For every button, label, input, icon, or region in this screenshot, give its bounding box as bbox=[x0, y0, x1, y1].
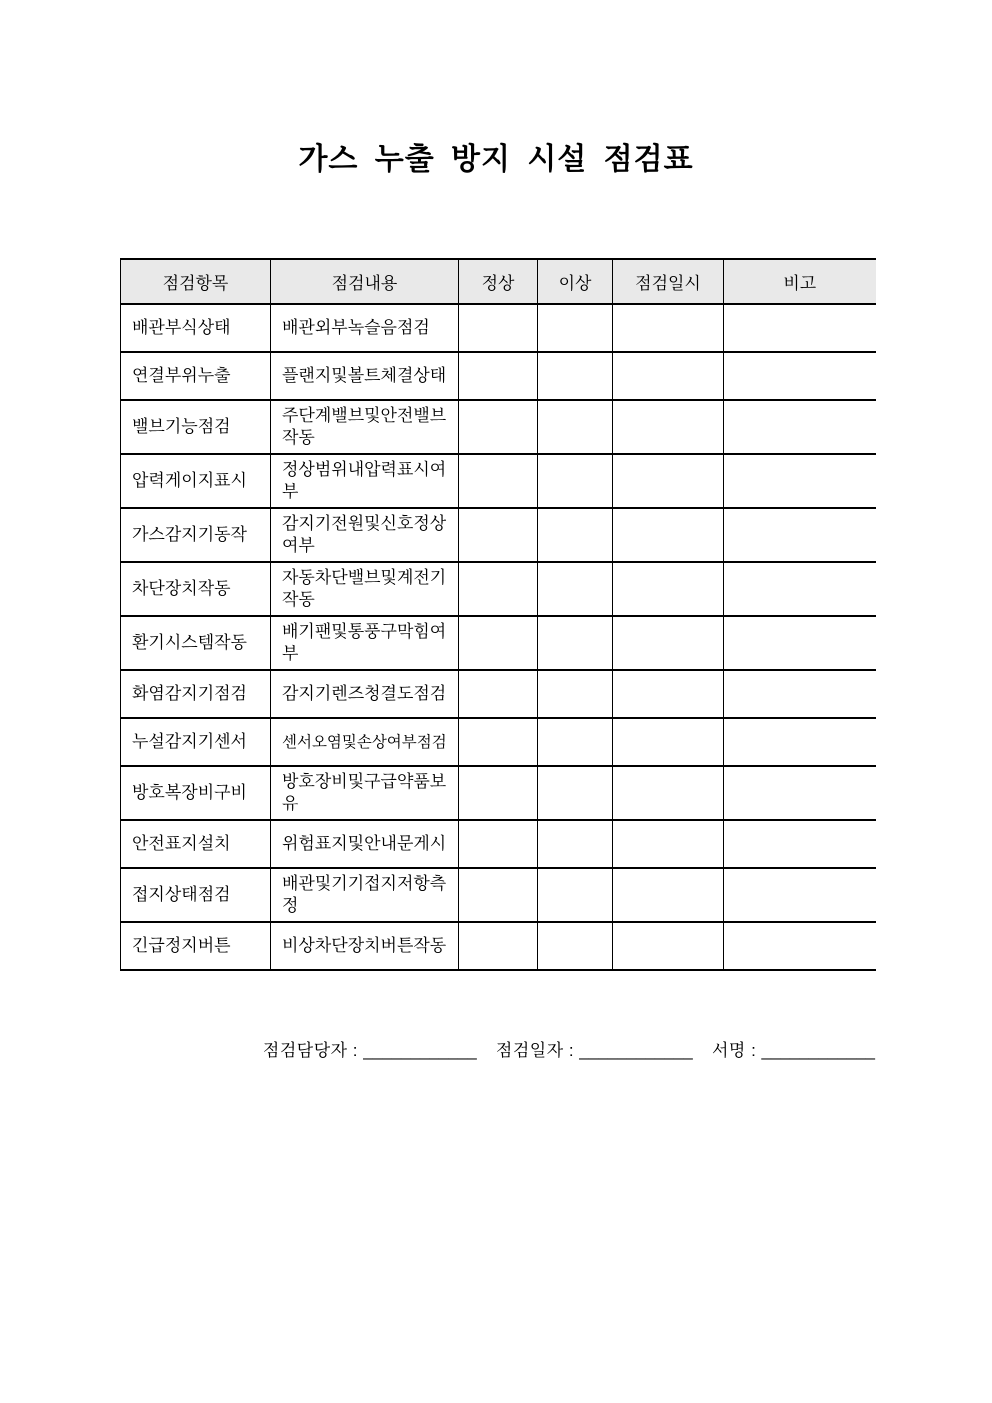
item-cell: 누설감지기센서 bbox=[121, 718, 271, 766]
table-row bbox=[121, 718, 876, 766]
footer-date-blank: ____________ bbox=[579, 1041, 693, 1060]
item-cell: 밸브기능점검 bbox=[121, 400, 271, 454]
item-cell: 연결부위누출 bbox=[121, 352, 271, 400]
item-cell: 방호복장비구비 bbox=[121, 766, 271, 820]
abnormal-cell bbox=[538, 508, 613, 562]
abnormal-cell bbox=[538, 400, 613, 454]
table-row bbox=[121, 508, 876, 562]
datetime-cell bbox=[613, 670, 724, 718]
note-cell bbox=[724, 400, 876, 454]
item-cell: 안전표지설치 bbox=[121, 820, 271, 868]
normal-cell bbox=[459, 352, 538, 400]
content-cell: 방호장비및구급약품보유 bbox=[271, 766, 459, 820]
item-cell: 배관부식상태 bbox=[121, 304, 271, 352]
normal-cell bbox=[459, 718, 538, 766]
header-cell-abnormal: 이상 bbox=[538, 259, 613, 304]
content-cell: 자동차단밸브및계전기작동 bbox=[271, 562, 459, 616]
normal-cell bbox=[459, 868, 538, 922]
table-row bbox=[121, 616, 876, 670]
table-row bbox=[121, 352, 876, 400]
header-cell-note: 비고 bbox=[724, 259, 876, 304]
table-header-row bbox=[121, 259, 876, 304]
normal-cell bbox=[459, 820, 538, 868]
item-cell: 긴급정지버튼 bbox=[121, 922, 271, 970]
datetime-cell bbox=[613, 352, 724, 400]
table-row bbox=[121, 304, 876, 352]
footer-sign-blank: ____________ bbox=[761, 1041, 875, 1060]
datetime-cell bbox=[613, 562, 724, 616]
content-cell: 주단계밸브및안전밸브작동 bbox=[271, 400, 459, 454]
note-cell bbox=[724, 868, 876, 922]
footer-date-group bbox=[496, 1041, 693, 1060]
table-row bbox=[121, 454, 876, 508]
content-cell: 배관및기기접지저항측정 bbox=[271, 868, 459, 922]
content-cell: 플랜지및볼트체결상태 bbox=[271, 352, 459, 400]
item-cell: 압력게이지표시 bbox=[121, 454, 271, 508]
abnormal-cell bbox=[538, 868, 613, 922]
note-cell bbox=[724, 766, 876, 820]
content-cell: 배기팬및통풍구막힘여부 bbox=[271, 616, 459, 670]
datetime-cell bbox=[613, 454, 724, 508]
datetime-cell bbox=[613, 508, 724, 562]
note-cell bbox=[724, 562, 876, 616]
footer-date-label: 점검일자 : bbox=[495, 1041, 575, 1060]
abnormal-cell bbox=[538, 820, 613, 868]
header-cell-item: 점검항목 bbox=[121, 259, 271, 304]
footer-inspector-group bbox=[263, 1041, 477, 1060]
note-cell bbox=[724, 454, 876, 508]
datetime-cell bbox=[613, 718, 724, 766]
abnormal-cell bbox=[538, 922, 613, 970]
normal-cell bbox=[459, 616, 538, 670]
abnormal-cell bbox=[538, 616, 613, 670]
normal-cell bbox=[459, 562, 538, 616]
abnormal-cell bbox=[538, 766, 613, 820]
item-cell: 차단장치작동 bbox=[121, 562, 271, 616]
datetime-cell bbox=[613, 820, 724, 868]
footer-inspector-label: 점검담당자 : bbox=[262, 1041, 358, 1060]
note-cell bbox=[724, 616, 876, 670]
footer-inspector-blank: ____________ bbox=[363, 1041, 477, 1060]
datetime-cell bbox=[613, 304, 724, 352]
footer-sign-group bbox=[712, 1041, 875, 1060]
normal-cell bbox=[459, 508, 538, 562]
note-cell bbox=[724, 922, 876, 970]
table-row bbox=[121, 820, 876, 868]
content-cell: 감지기전원및신호정상여부 bbox=[271, 508, 459, 562]
datetime-cell bbox=[613, 922, 724, 970]
datetime-cell bbox=[613, 616, 724, 670]
content-cell: 정상범위내압력표시여부 bbox=[271, 454, 459, 508]
abnormal-cell bbox=[538, 454, 613, 508]
normal-cell bbox=[459, 670, 538, 718]
note-cell bbox=[724, 508, 876, 562]
item-cell: 화염감지기점검 bbox=[121, 670, 271, 718]
content-cell: 위험표지및안내문게시 bbox=[271, 820, 459, 868]
note-cell bbox=[724, 352, 876, 400]
footer-sign-label: 서명 : bbox=[712, 1041, 757, 1060]
normal-cell bbox=[459, 766, 538, 820]
abnormal-cell bbox=[538, 670, 613, 718]
content-cell: 센서오염및손상여부점검 bbox=[271, 718, 459, 766]
content-cell: 배관외부녹슬음점검 bbox=[271, 304, 459, 352]
table-row bbox=[121, 922, 876, 970]
abnormal-cell bbox=[538, 718, 613, 766]
table-row bbox=[121, 868, 876, 922]
inspection-table bbox=[120, 258, 876, 971]
header-cell-content: 점검내용 bbox=[271, 259, 459, 304]
inspection-table-body bbox=[121, 304, 876, 970]
abnormal-cell bbox=[538, 562, 613, 616]
note-cell bbox=[724, 304, 876, 352]
table-row bbox=[121, 562, 876, 616]
footer-signature-line bbox=[120, 1036, 875, 1061]
item-cell: 접지상태점검 bbox=[121, 868, 271, 922]
normal-cell bbox=[459, 454, 538, 508]
note-cell bbox=[724, 670, 876, 718]
normal-cell bbox=[459, 400, 538, 454]
datetime-cell bbox=[613, 400, 724, 454]
content-cell: 비상차단장치버튼작동 bbox=[271, 922, 459, 970]
document-title: 가스 누출 방지 시설 점검표 bbox=[298, 143, 694, 176]
abnormal-cell bbox=[538, 304, 613, 352]
abnormal-cell bbox=[538, 352, 613, 400]
item-cell: 가스감지기동작 bbox=[121, 508, 271, 562]
note-cell bbox=[724, 820, 876, 868]
header-cell-datetime: 점검일시 bbox=[613, 259, 724, 304]
header-cell-normal: 정상 bbox=[459, 259, 538, 304]
content-cell: 감지기렌즈청결도점검 bbox=[271, 670, 459, 718]
datetime-cell bbox=[613, 868, 724, 922]
note-cell bbox=[724, 718, 876, 766]
table-row bbox=[121, 400, 876, 454]
table-row bbox=[121, 670, 876, 718]
table-row bbox=[121, 766, 876, 820]
normal-cell bbox=[459, 922, 538, 970]
datetime-cell bbox=[613, 766, 724, 820]
item-cell: 환기시스템작동 bbox=[121, 616, 271, 670]
normal-cell bbox=[459, 304, 538, 352]
